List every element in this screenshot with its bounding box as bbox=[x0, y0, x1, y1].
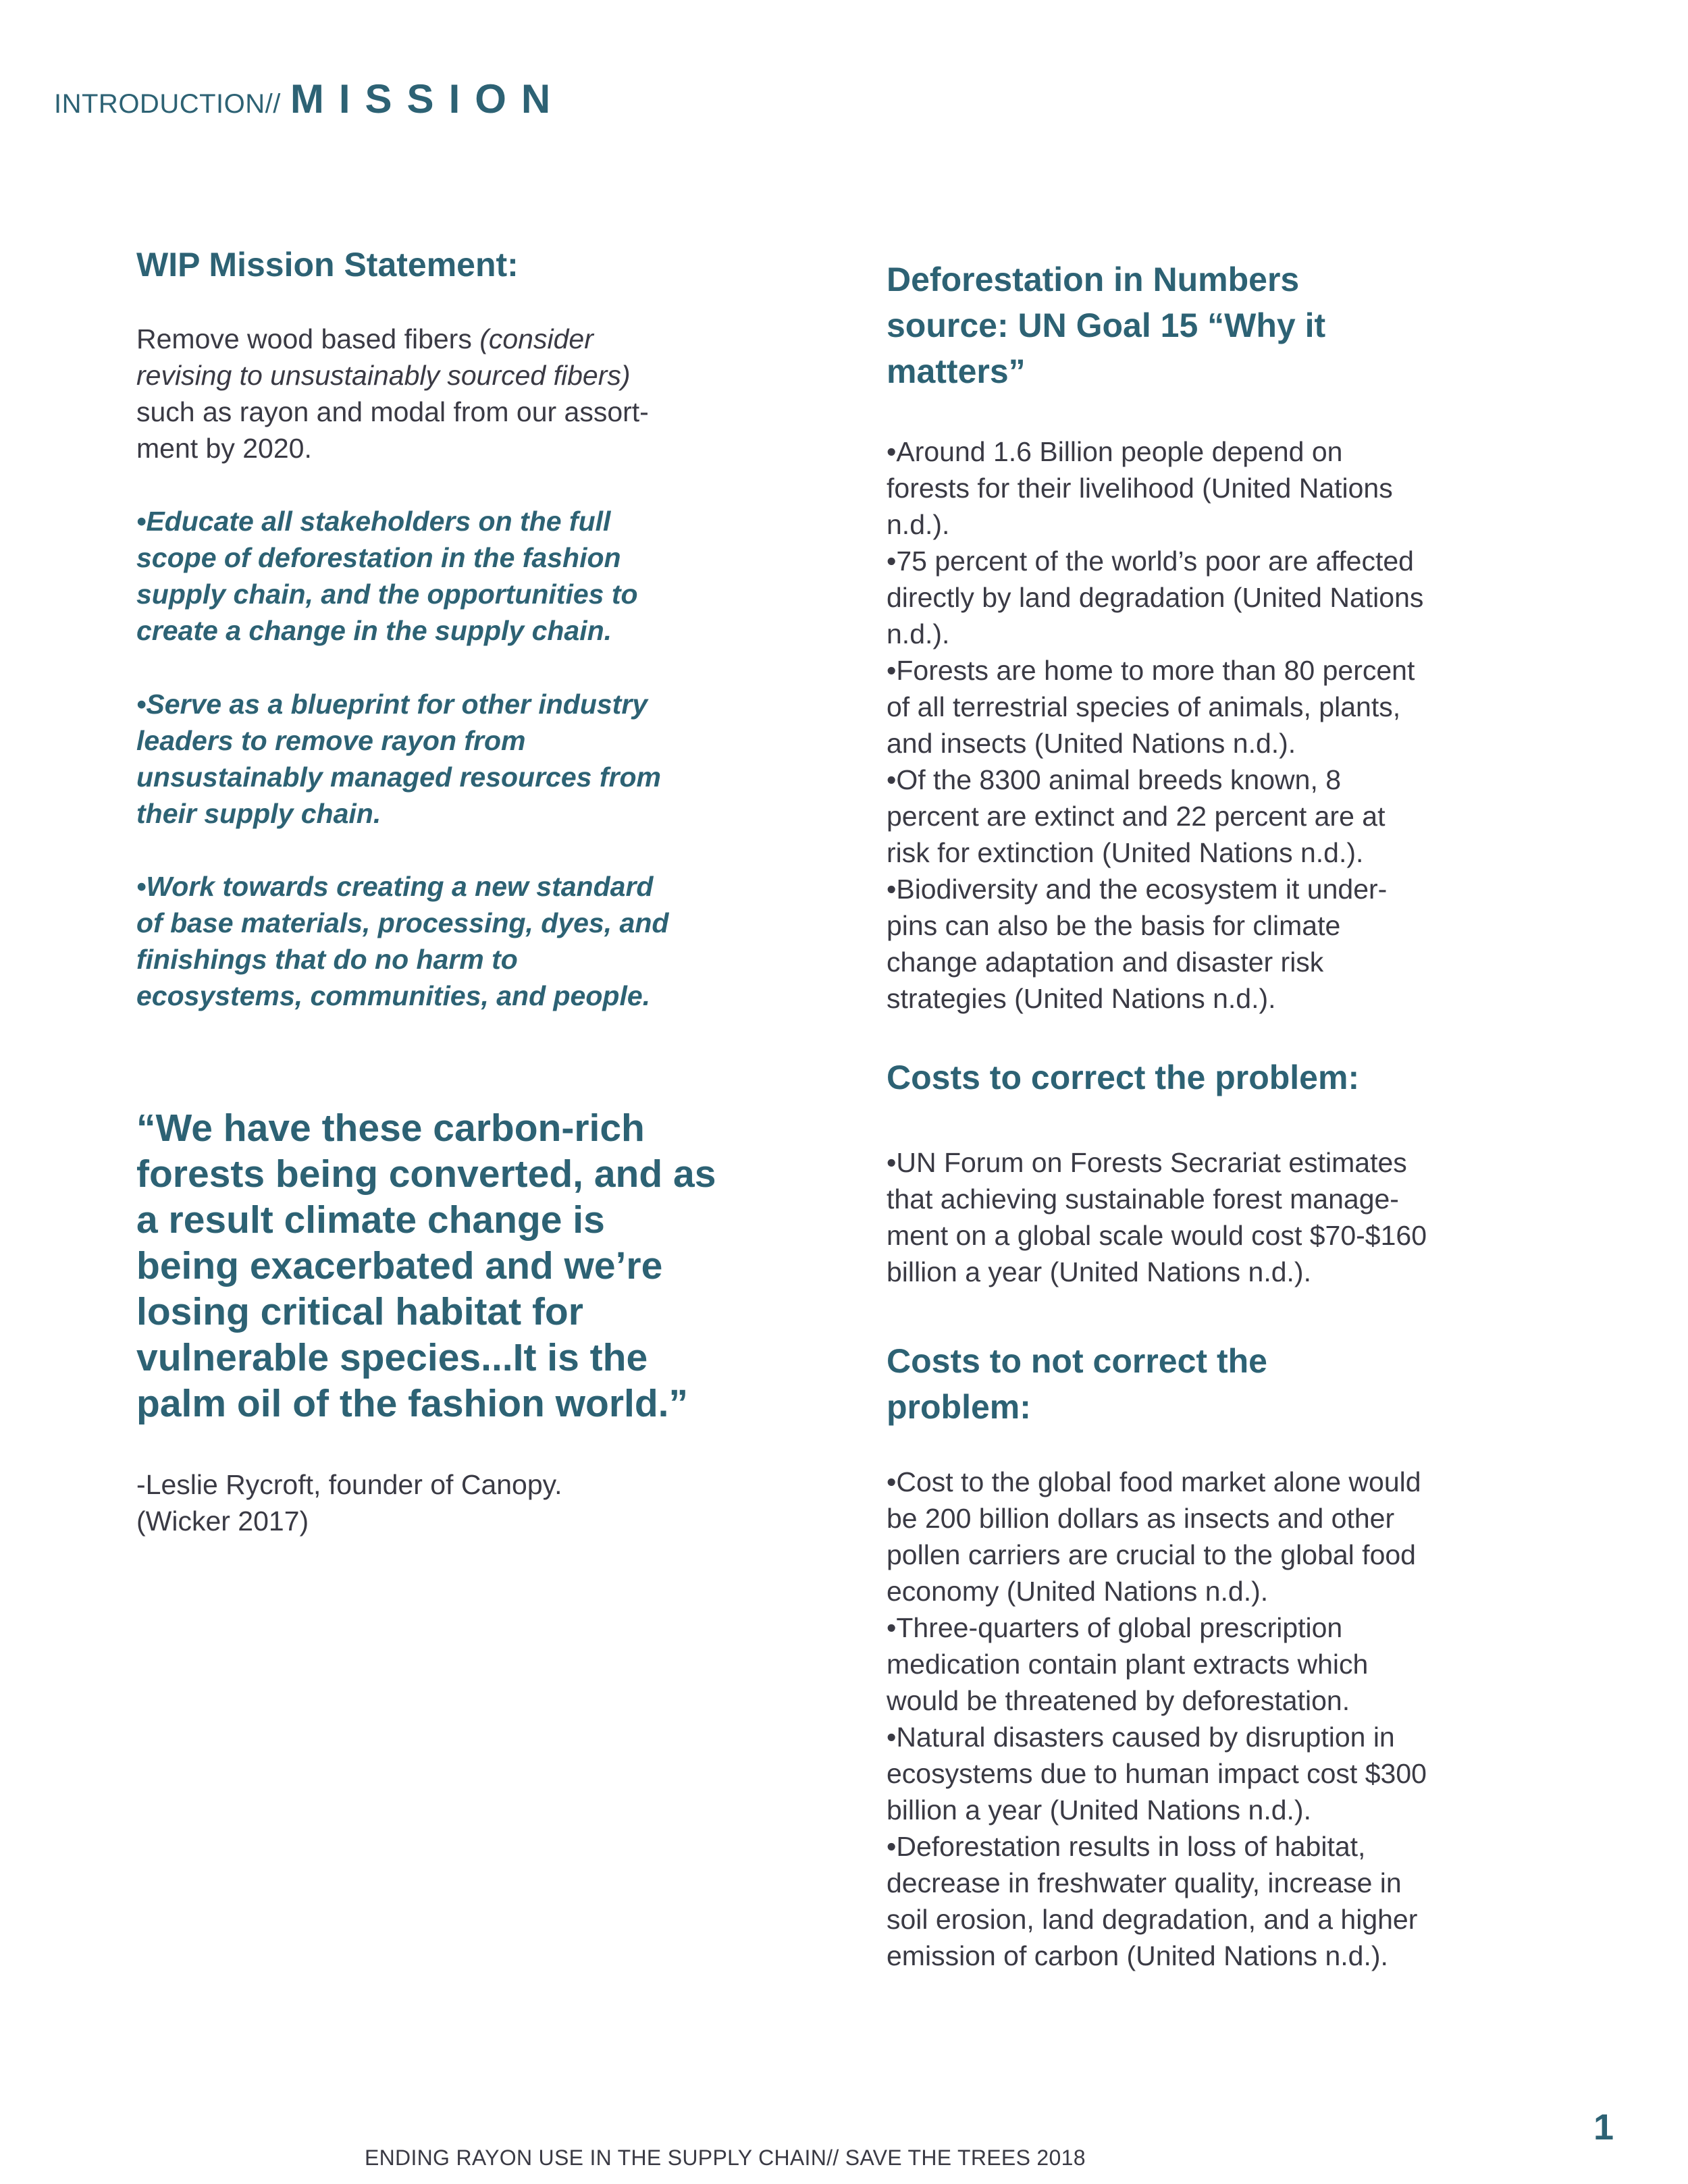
list-line: •Three-quarters of global prescription bbox=[887, 1612, 1343, 1643]
quote-line: forests being converted, and as bbox=[136, 1152, 716, 1196]
list-line: be 200 billion dollars as insects and other bbox=[887, 1503, 1395, 1534]
quote-attribution bbox=[136, 1466, 812, 1539]
list-line: pins can also be the basis for climate bbox=[887, 910, 1341, 941]
list-line: decrease in freshwater quality, increase in bbox=[887, 1867, 1402, 1898]
list-line: •75 percent of the world’s poor are affected bbox=[887, 545, 1414, 577]
quote-line: losing critical habitat for bbox=[136, 1290, 583, 1333]
page-header bbox=[54, 76, 565, 122]
mission-bullet-2 bbox=[136, 686, 812, 832]
list-line: economy (United Nations n.d.). bbox=[887, 1576, 1269, 1607]
costs-correct-list bbox=[887, 1144, 1629, 1290]
quote-line: palm oil of the fashion world.” bbox=[136, 1382, 689, 1425]
intro-line: such as rayon and modal from our assort- bbox=[136, 396, 649, 427]
list-line: n.d.). bbox=[887, 618, 950, 649]
intro-line: ment by 2020. bbox=[136, 433, 312, 464]
list-line: billion a year (United Nations n.d.). bbox=[887, 1256, 1311, 1287]
intro-line: Remove wood based fibers (consider bbox=[136, 323, 594, 354]
list-line: forests for their livelihood (United Nations bbox=[887, 473, 1393, 504]
heading-line: Deforestation in Numbers bbox=[887, 261, 1300, 298]
list-line: directly by land degradation (United Nations bbox=[887, 582, 1424, 613]
bullet-line: their supply chain. bbox=[136, 798, 381, 829]
intro-line: revising to unsustainably sourced fibers) bbox=[136, 360, 631, 391]
list-line: emission of carbon (United Nations n.d.). bbox=[887, 1940, 1388, 1971]
list-line: •Natural disasters caused by disruption in bbox=[887, 1722, 1395, 1753]
list-line: strategies (United Nations n.d.). bbox=[887, 983, 1276, 1014]
list-line: medication contain plant extracts which bbox=[887, 1649, 1369, 1680]
list-line: •Cost to the global food market alone would bbox=[887, 1466, 1421, 1497]
mission-bullet-1 bbox=[136, 503, 812, 649]
page-number: 1 bbox=[1593, 2107, 1614, 2148]
heading-line: source: UN Goal 15 “Why it bbox=[887, 307, 1326, 344]
list-line: soil erosion, land degradation, and a higher bbox=[887, 1904, 1418, 1935]
heading-line: problem: bbox=[887, 1388, 1031, 1426]
list-line: n.d.). bbox=[887, 509, 950, 540]
bullet-line: supply chain, and the opportunities to bbox=[136, 579, 638, 610]
bullet-line: leaders to remove rayon from bbox=[136, 725, 526, 756]
costs-correct-heading-block bbox=[887, 1055, 1629, 1100]
list-line: •Biodiversity and the ecosystem it under- bbox=[887, 874, 1388, 905]
quote-line: vulnerable species...It is the bbox=[136, 1336, 648, 1379]
list-line: •Forests are home to more than 80 percent bbox=[887, 655, 1415, 686]
bullet-line: ecosystems, communities, and people. bbox=[136, 980, 651, 1011]
mission-intro bbox=[136, 321, 812, 467]
list-line: percent are extinct and 22 percent are at bbox=[887, 801, 1386, 832]
list-line: of all terrestrial species of animals, plants, bbox=[887, 691, 1401, 722]
list-line: ecosystems due to human impact cost $300 bbox=[887, 1758, 1427, 1789]
costs-not-correct-list bbox=[887, 1464, 1629, 1974]
list-line: •Of the 8300 animal breeds known, 8 bbox=[887, 764, 1342, 795]
section-prefix: INTRODUCTION// bbox=[54, 89, 281, 119]
pull-quote bbox=[136, 1105, 852, 1427]
list-line: •UN Forum on Forests Secrariat estimates bbox=[887, 1147, 1407, 1178]
deforestation-numbers-list bbox=[887, 433, 1629, 1017]
list-line: pollen carriers are crucial to the global food bbox=[887, 1539, 1416, 1570]
bullet-line: unsustainably managed resources from bbox=[136, 762, 661, 793]
bullet-line: scope of deforestation in the fashion bbox=[136, 542, 621, 573]
quote-line: being exacerbated and we’re bbox=[136, 1244, 663, 1287]
costs-correct-heading: Costs to correct the problem: bbox=[887, 1059, 1360, 1096]
list-line: •Around 1.6 Billion people depend on bbox=[887, 436, 1343, 467]
attribution-line: (Wicker 2017) bbox=[136, 1506, 309, 1537]
mission-heading: WIP Mission Statement: bbox=[136, 246, 519, 284]
heading-line: Costs to not correct the bbox=[887, 1342, 1267, 1380]
bullet-line: •Serve as a blueprint for other industry bbox=[136, 689, 648, 720]
bullet-line: •Educate all stakeholders on the full bbox=[136, 506, 611, 537]
bullet-line: •Work towards creating a new standard bbox=[136, 871, 654, 902]
mission-heading-block bbox=[136, 242, 771, 288]
bullet-line: create a change in the supply chain. bbox=[136, 615, 612, 646]
page-footer: ENDING RAYON USE IN THE SUPPLY CHAIN// SAVE THE TREES 2018 bbox=[365, 2146, 1086, 2170]
attribution-line: -Leslie Rycroft, founder of Canopy. bbox=[136, 1469, 562, 1500]
heading-line: matters” bbox=[887, 352, 1026, 390]
list-line: change adaptation and disaster risk bbox=[887, 947, 1324, 978]
section-title: MISSION bbox=[290, 76, 566, 122]
mission-bullet-3 bbox=[136, 868, 812, 1014]
bullet-line: finishings that do no harm to bbox=[136, 944, 518, 975]
list-line: ment on a global scale would cost $70-$160 bbox=[887, 1220, 1427, 1251]
quote-line: “We have these carbon-rich bbox=[136, 1107, 645, 1150]
list-line: and insects (United Nations n.d.). bbox=[887, 728, 1296, 759]
list-line: risk for extinction (United Nations n.d.). bbox=[887, 837, 1364, 868]
costs-not-correct-heading bbox=[887, 1338, 1629, 1430]
deforestation-heading bbox=[887, 257, 1562, 394]
list-line: billion a year (United Nations n.d.). bbox=[887, 1794, 1311, 1826]
list-line: would be threatened by deforestation. bbox=[887, 1685, 1350, 1716]
list-line: •Deforestation results in loss of habitat, bbox=[887, 1831, 1366, 1862]
quote-line: a result climate change is bbox=[136, 1198, 605, 1242]
list-line: that achieving sustainable forest manage- bbox=[887, 1183, 1399, 1215]
bullet-line: of base materials, processing, dyes, and bbox=[136, 907, 669, 938]
